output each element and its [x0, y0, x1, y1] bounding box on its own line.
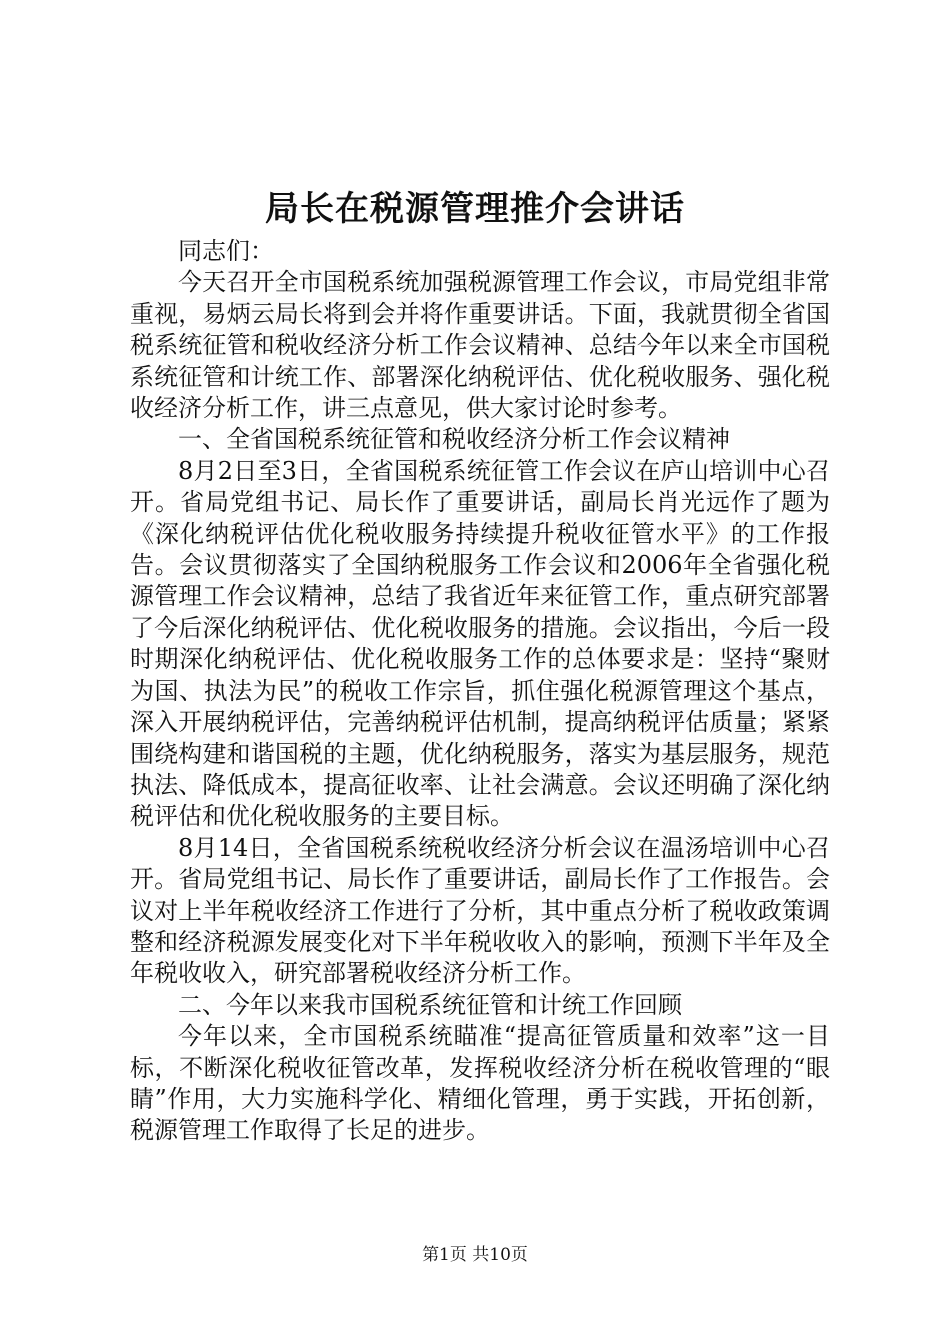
section-heading-2: 二、今年以来我市国税系统征管和计统工作回顾 — [178, 990, 682, 1019]
body-paragraph: 8月14日，全省国税系统税收经济分析会议在温汤培训中心召开。省局党组书记、局长作了重要讲话，副局长作了工作报告。会议对上半年税收经济工作进行了分析，其中重点分析了税收政策调整和经济税源发展变化对下半年税收收入的影响，预测下半年及全年税收收入，研究部署税收经济分析工作。 — [130, 833, 830, 988]
section-heading-1: 一、全省国税系统征管和税收经济分析工作会议精神 — [178, 425, 730, 454]
intro-paragraph: 今天召开全市国税系统加强税源管理工作会议，市局党组非常重视，易炳云局长将到会并将作重要讲话。下面，我就贯彻全省国税系统征管和税收经济分析工作会议精神、总结今年以来全市国税系统征管和计统工作、部署深化纳税评估、优化税收服务、强化税收经济分析工作，讲三点意见，供大家讨论时参考。 — [130, 268, 830, 423]
body-paragraph: 8月2日至3日，全省国税系统征管工作会议在庐山培训中心召开。省局党组书记、局长作了重要讲话，副局长肖光远作了题为《深化纳税评估优化税收服务持续提升税收征管水平》的工作报告。会议贯彻落实了全国纳税服务工作会议和2006年全省强化税源管理工作会议精神，总结了我省近年来征管工作，重点研究部署了今后深化纳税评估、优化税收服务的措施。会议指出，今后一段时期深化纳税评估、优化税收服务工作的总体要求是：坚持“聚财为国、执法为民”的税收工作宗旨，抓住强化税源管理这个基点，深入开展纳税评估，完善纳税评估机制，提高纳税评估质量；紧紧围绕构建和谐国税的主题，优化纳税服务，落实为基层服务，规范执法、降低成本，提高征收率、让社会满意。会议还明确了深化纳税评估和优化税收服务的主要目标。 — [130, 456, 830, 831]
document-body — [130, 236, 830, 1147]
page-number-footer: 第1页 共10页 — [422, 1245, 528, 1265]
document-title: 局长在税源管理推介会讲话 — [265, 189, 685, 229]
salutation-paragraph: 同志们： — [178, 237, 274, 265]
body-paragraph: 今年以来，全市国税系统瞄准“提高征管质量和效率”这一目标，不断深化税收征管改革，发挥税收经济分析在税收管理的“眼睛”作用，大力实施科学化、精细化管理，勇于实践，开拓创新，税源管理工作取得了长足的进步。 — [130, 1022, 830, 1145]
